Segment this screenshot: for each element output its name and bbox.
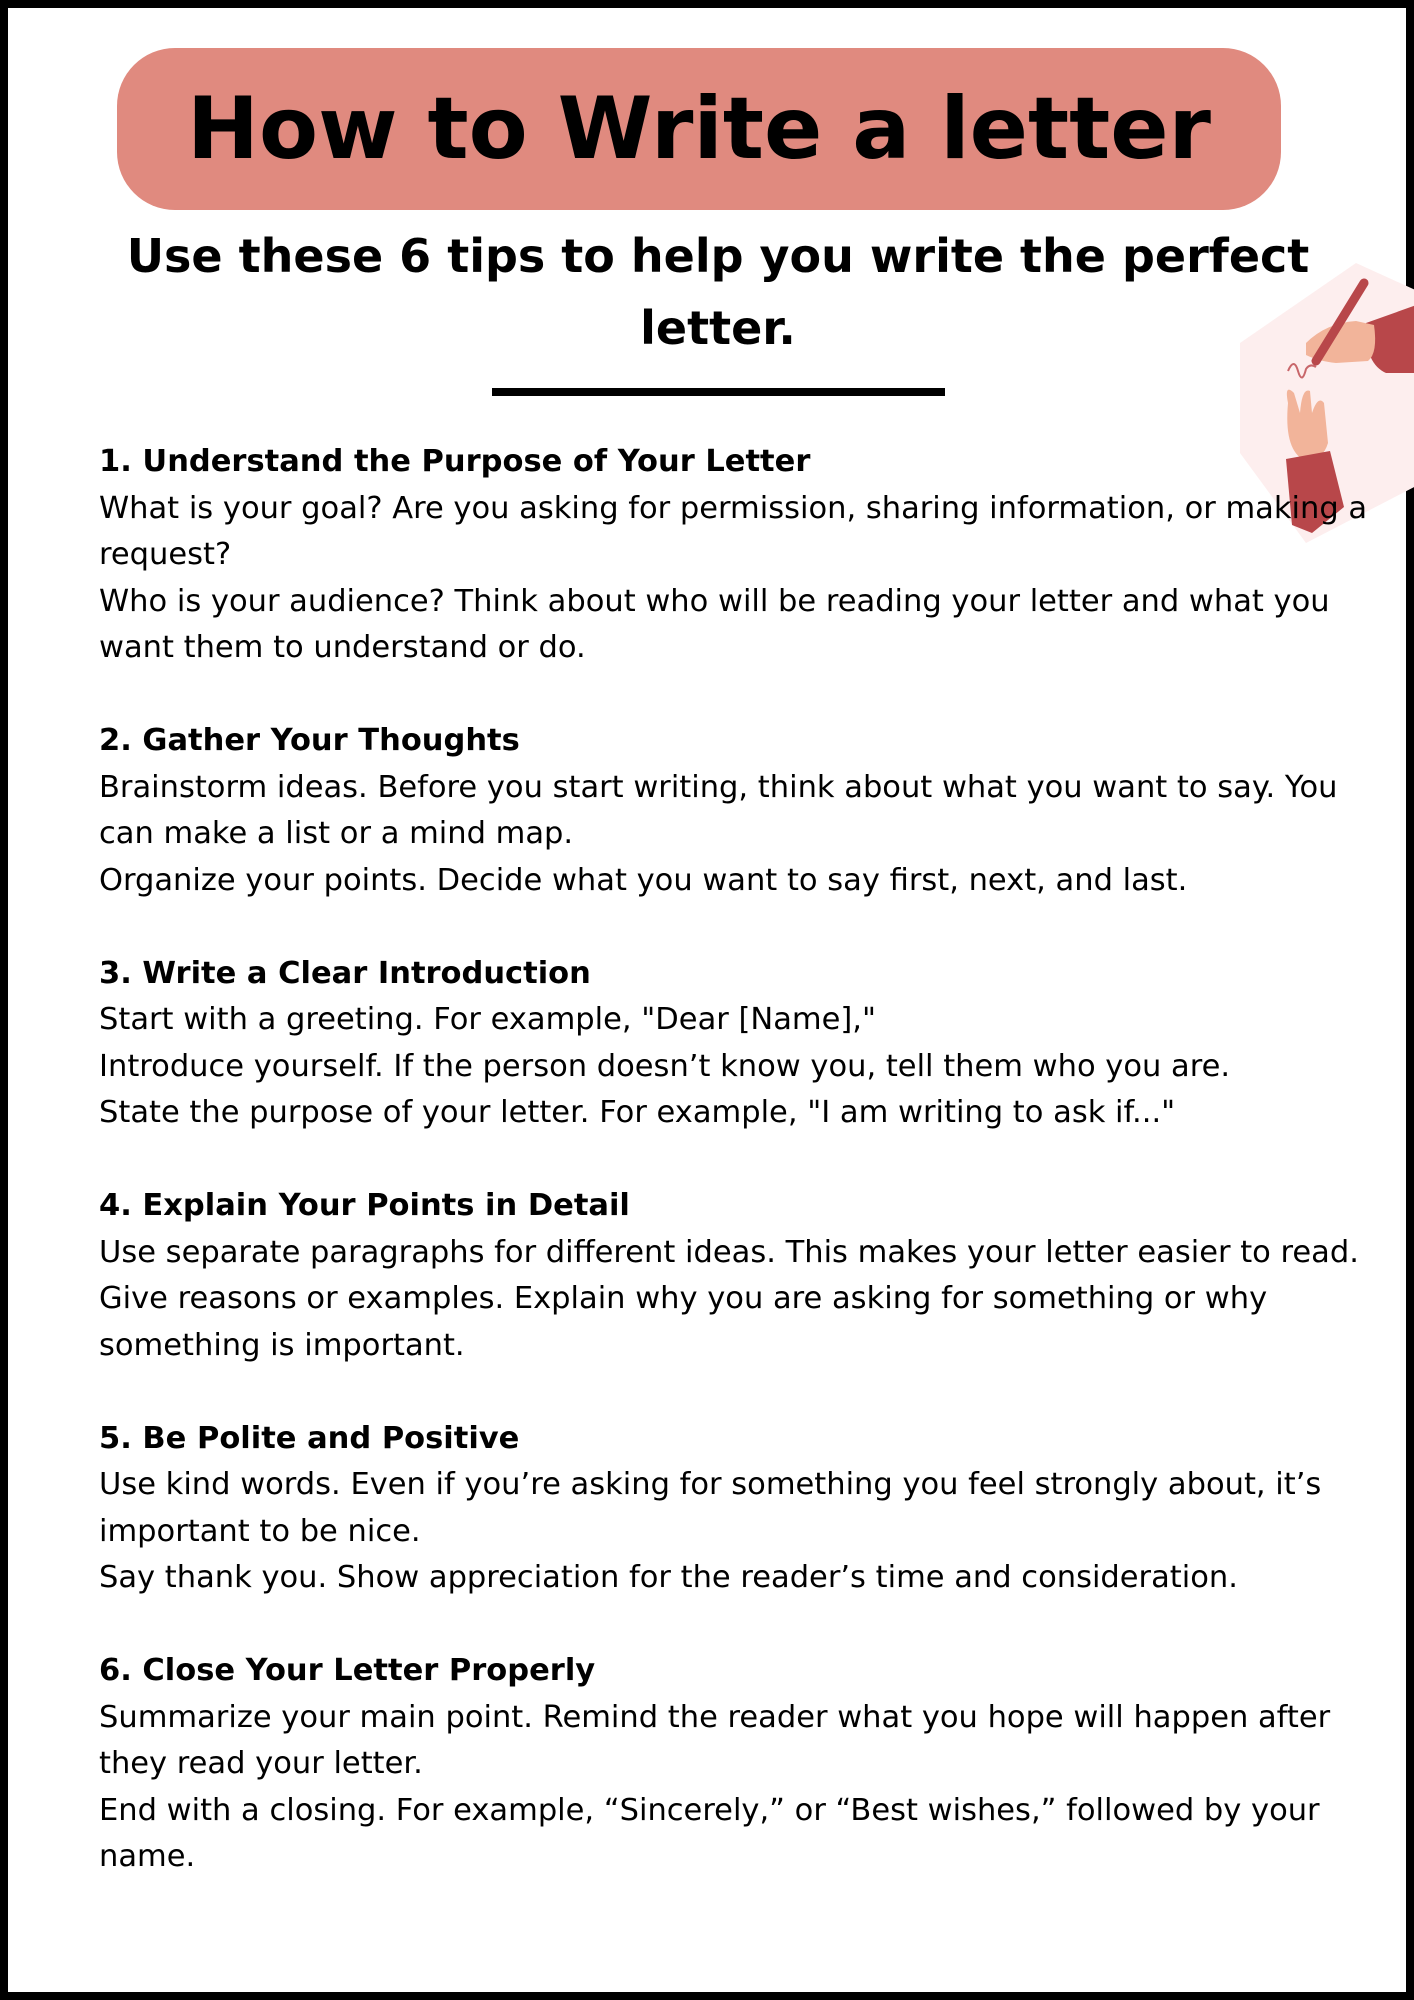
tip-heading: 4. Explain Your Points in Detail (99, 1188, 630, 1223)
tip-section-1 (99, 439, 1369, 672)
tip-line: End with a closing. For example, “Sincerely,” or “Best wishes,” followed by your name. (99, 1792, 1320, 1874)
tip-section-3 (99, 951, 1369, 1137)
title-banner (117, 48, 1281, 210)
tip-line: Brainstorm ideas. Before you start writing, think about what you want to say. You can make a list or a mind map. (99, 769, 1338, 851)
tip-line: Use kind words. Even if you’re asking for something you feel strongly about, it’s important to be nice. (99, 1467, 1322, 1549)
tip-line: Give reasons or examples. Explain why you are asking for something or why something is important. (99, 1281, 1268, 1363)
tip-section-2 (99, 718, 1369, 904)
tip-line: Use separate paragraphs for different ideas. This makes your letter easier to read. (99, 1234, 1359, 1270)
tip-heading: 1. Understand the Purpose of Your Letter (99, 444, 811, 479)
tip-heading: 3. Write a Clear Introduction (99, 955, 591, 991)
tip-line: Introduce yourself. If the person doesn’t know you, tell them who you are. (99, 1048, 1231, 1084)
tip-section-6 (99, 1648, 1369, 1881)
tip-line: What is your goal? Are you asking for permission, sharing information, or making a request? (99, 490, 1368, 572)
tips-content (99, 439, 1369, 1927)
tip-section-4 (99, 1183, 1369, 1369)
tip-line: Organize your points. Decide what you want to say first, next, and last. (99, 862, 1188, 898)
tip-section-5 (99, 1416, 1369, 1602)
title-divider (492, 388, 945, 396)
tip-line: Summarize your main point. Remind the reader what you hope will happen after they read your letter. (99, 1699, 1331, 1781)
tip-heading: 2. Gather Your Thoughts (99, 723, 520, 758)
tip-line: Who is your audience? Think about who will be reading your letter and what you want them to understand or do. (99, 583, 1330, 665)
tip-line: Say thank you. Show appreciation for the reader’s time and consideration. (99, 1560, 1238, 1595)
tip-heading: 6. Close Your Letter Properly (99, 1653, 596, 1688)
tip-heading: 5. Be Polite and Positive (99, 1420, 520, 1456)
tip-line: State the purpose of your letter. For example, "I am writing to ask if..." (99, 1095, 1176, 1130)
page-title: How to Write a letter (187, 79, 1211, 179)
page-subtitle: Use these 6 tips to help you write the perfect letter. (126, 229, 1310, 355)
tip-line: Start with a greeting. For example, "Dear [Name]," (99, 1002, 876, 1037)
